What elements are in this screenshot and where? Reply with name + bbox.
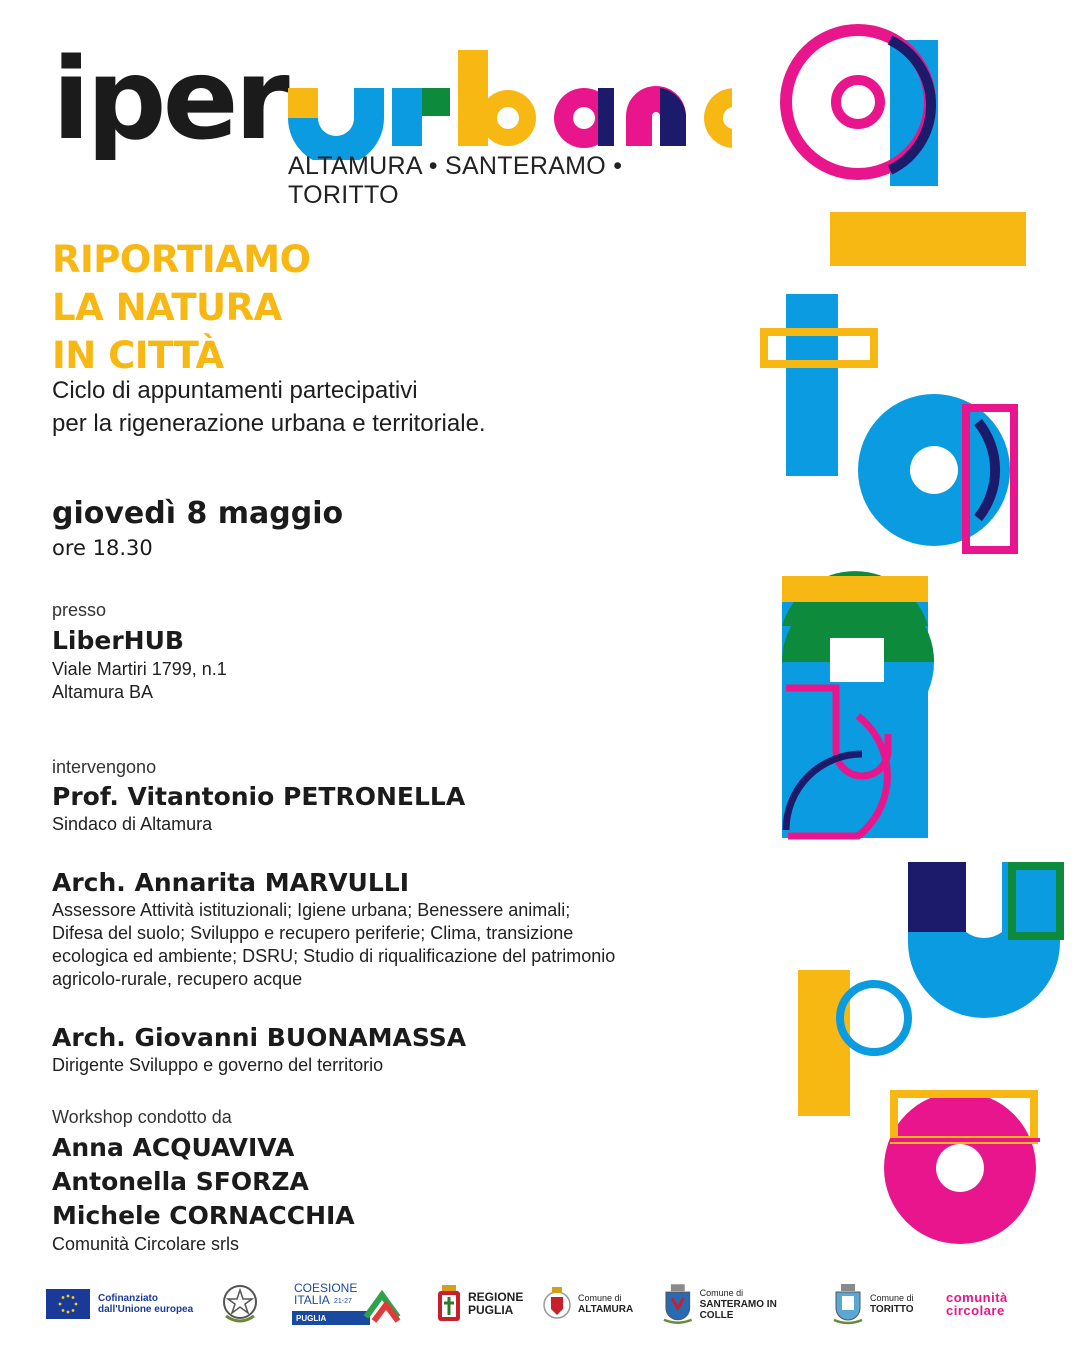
comune-santeramo-logo xyxy=(662,1276,812,1332)
speaker-1-role: Sindaco di Altamura xyxy=(52,814,213,834)
puglia-crest-icon xyxy=(436,1283,462,1325)
speaker-2-name: Arch. Annarita MARVULLI xyxy=(52,868,410,897)
venue-name: LiberHUB xyxy=(52,626,184,655)
deco-letter-u xyxy=(908,862,1060,1018)
footer-logos xyxy=(40,1276,1050,1336)
regione-line-2: PUGLIA xyxy=(468,1303,514,1317)
cities-subtitle: ALTAMURA • SANTERAMO • TORITTO xyxy=(288,152,623,209)
republic-emblem-icon xyxy=(220,1282,260,1326)
headline-line-2: LA NATURA xyxy=(52,286,282,329)
speaker-2-role xyxy=(52,899,742,991)
deco-letter-a xyxy=(764,294,1014,550)
venue-address-line-1: Viale Martiri 1799, n.1 xyxy=(52,659,227,679)
event-date: giovedì 8 maggio xyxy=(52,496,344,531)
deco-letter-o xyxy=(884,1092,1040,1244)
headline xyxy=(52,236,512,380)
toritto-crest-icon xyxy=(832,1282,864,1326)
intro-text xyxy=(52,374,692,440)
venue-label: presso xyxy=(52,600,107,620)
coesione-arrow-icon xyxy=(362,1289,402,1325)
toritto-line-2: TORITTO xyxy=(870,1304,914,1315)
comune-toritto-logo xyxy=(832,1276,932,1332)
altamura-crest-icon xyxy=(542,1283,572,1325)
italian-republic-emblem xyxy=(220,1276,264,1332)
event-time: ore 18.30 xyxy=(52,536,153,560)
comunita-circolare-logo xyxy=(946,1276,1046,1332)
workshop-org: Comunità Circolare srls xyxy=(52,1234,240,1254)
speaker-2-role-line-3: ecologica ed ambiente; DSRU; Studio di riqualificazione del patrimonio xyxy=(52,946,616,966)
speaker-2-role-line-1: Assessore Attività istituzionali; Igiene urbana; Benessere animali; xyxy=(52,900,571,920)
altamura-line-2: ALTAMURA xyxy=(578,1304,634,1315)
comune-altamura-logo xyxy=(542,1276,652,1332)
coesione-line-2: ITALIA xyxy=(294,1293,330,1307)
workshop-label: Workshop condotto da xyxy=(52,1107,232,1127)
logo-iper-text: iper xyxy=(52,40,286,160)
eu-flag-icon xyxy=(46,1289,90,1319)
santeramo-line-2: SANTERAMO IN COLLE xyxy=(699,1298,777,1321)
workshop-name-2: Antonella SFORZA xyxy=(52,1167,309,1196)
regione-line-1: REGIONE xyxy=(468,1290,524,1304)
santeramo-line-1: Comune di xyxy=(699,1287,744,1298)
eu-text-line-2: dall'Unione europea xyxy=(98,1304,194,1315)
cc-line-1: comunità xyxy=(946,1290,1008,1305)
workshop-name-1: Anna ACQUAVIVA xyxy=(52,1133,295,1162)
toritto-line-1: Comune di xyxy=(870,1293,914,1303)
eu-text-line-1: Cofinanziato xyxy=(98,1293,158,1304)
headline-line-1: RIPORTIAMO xyxy=(52,238,311,281)
venue-address xyxy=(52,658,227,704)
speakers-label: intervengono xyxy=(52,757,157,777)
deco-letter-m xyxy=(782,571,934,838)
cc-line-2: circolare xyxy=(946,1303,1005,1318)
speaker-1-name: Prof. Vitantonio PETRONELLA xyxy=(52,782,466,811)
headline-line-3: IN CITTÀ xyxy=(52,334,224,377)
coesione-region: PUGLIA xyxy=(296,1314,327,1323)
venue-address-line-2: Altamura BA xyxy=(52,682,154,702)
santeramo-crest-icon xyxy=(662,1282,694,1326)
regione-puglia-logo xyxy=(436,1276,536,1332)
logo-urbano-letters xyxy=(288,50,732,160)
altamura-line-1: Comune di xyxy=(578,1293,622,1303)
coesione-line-1: COESIONE xyxy=(294,1281,358,1295)
deco-letter-top xyxy=(786,30,938,186)
workshop-name-3: Michele CORNACCHIA xyxy=(52,1201,355,1230)
coesione-italia-logo xyxy=(292,1276,402,1332)
eu-logo xyxy=(46,1276,206,1332)
intro-line-2: per la rigenerazione urbana e territoriale. xyxy=(52,410,486,437)
speaker-3-role: Dirigente Sviluppo e governo del territorio xyxy=(52,1055,384,1075)
intro-line-1: Ciclo di appuntamenti partecipativi xyxy=(52,377,418,404)
decorative-vertical-letters xyxy=(750,20,1070,1260)
deco-yellow-bar xyxy=(830,212,1026,266)
coesione-years: 21-27 xyxy=(334,1298,352,1305)
speaker-2-role-line-2: Difesa del suolo; Sviluppo e recupero periferie; Clima, transizione xyxy=(52,923,574,943)
speaker-2-role-line-4: agricolo-rurale, recupero acque xyxy=(52,969,303,989)
speaker-3-name: Arch. Giovanni BUONAMASSA xyxy=(52,1023,467,1052)
iperurbano-logo xyxy=(52,40,732,160)
